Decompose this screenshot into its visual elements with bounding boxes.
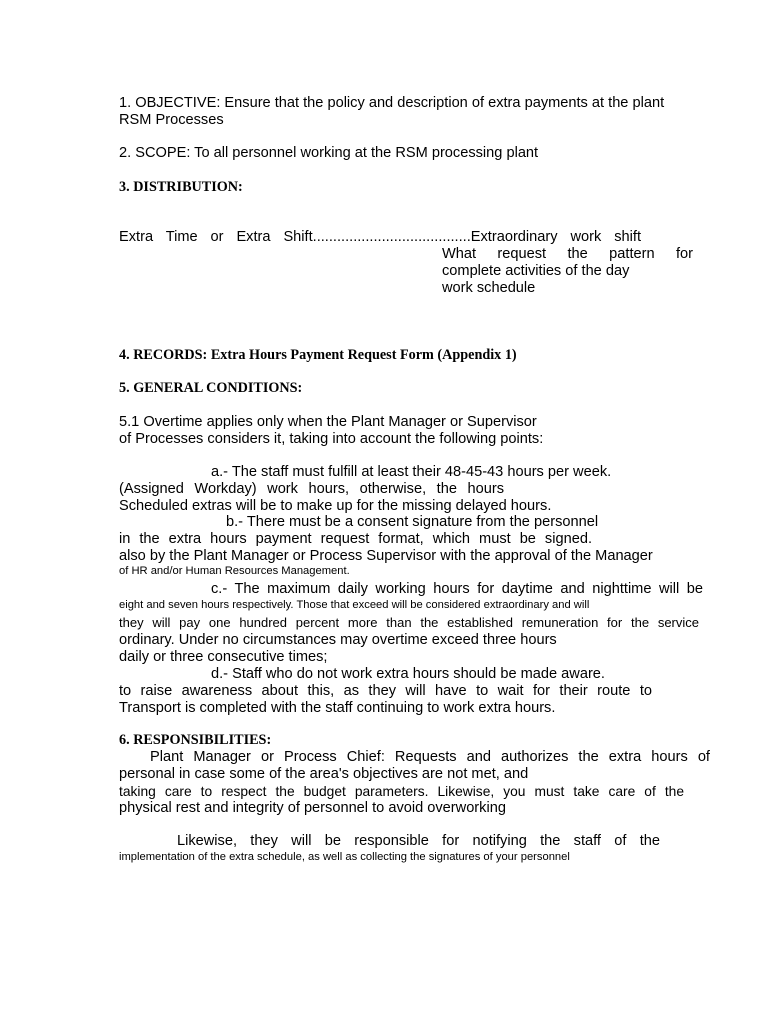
point-b-line-3: also by the Plant Manager or Process Supervisor with the approval of the Manager (119, 548, 653, 564)
condition-5-1-line-1: 5.1 Overtime applies only when the Plant Manager or Supervisor (119, 414, 537, 430)
general-conditions-heading: 5. GENERAL CONDITIONS: (119, 380, 303, 396)
point-d-line-1: d.- Staff who do not work extra hours should be made aware. (211, 666, 605, 682)
records-heading: 4. RECORDS: Extra Hours Payment Request Form (Appendix 1) (119, 347, 517, 363)
point-c-line-1: c.- The maximum daily working hours for daytime and nighttime will be (211, 581, 703, 597)
distribution-definition-3: work schedule (442, 280, 536, 296)
point-b-line-1: b.- There must be a consent signature from the personnel (226, 514, 599, 530)
point-d-line-2: to raise awareness about this, as they will have to wait for their route to (119, 683, 652, 699)
distribution-definition-1: What request the pattern for (442, 246, 693, 262)
point-c-line-4: ordinary. Under no circumstances may overtime exceed three hours (119, 632, 557, 648)
point-b-line-4: of HR and/or Human Resources Management. (119, 565, 350, 577)
responsibilities-line-2: personal in case some of the area's objectives are not met, and (119, 766, 529, 782)
point-d-line-3: Transport is completed with the staff continuing to work extra hours. (119, 700, 556, 716)
point-c-line-5: daily or three consecutive times; (119, 649, 328, 665)
responsibilities-line-4: physical rest and integrity of personnel to avoid overworking (119, 800, 506, 816)
point-a-line-3: Scheduled extras will be to make up for the missing delayed hours. (119, 498, 552, 514)
distribution-heading: 3. DISTRIBUTION: (119, 179, 243, 195)
scope-line: 2. SCOPE: To all personnel working at the RSM processing plant (119, 145, 539, 161)
point-a-line-2: (Assigned Workday) work hours, otherwise, the hours (119, 481, 504, 497)
responsibilities-line-3: taking care to respect the budget parameters. Likewise, you must take care of the (119, 784, 684, 799)
responsibilities-line-5: Likewise, they will be responsible for notifying the staff of the (177, 833, 660, 849)
responsibilities-line-1: Plant Manager or Process Chief: Requests and authorizes the extra hours of (150, 749, 710, 765)
objective-line-2: RSM Processes (119, 112, 224, 128)
responsibilities-line-6: implementation of the extra schedule, as well as collecting the signatures of your personnel (119, 851, 570, 863)
responsibilities-heading: 6. RESPONSIBILITIES: (119, 732, 272, 748)
point-c-line-3: they will pay one hundred percent more than the established remuneration for the service (119, 615, 699, 630)
condition-5-1-line-2: of Processes considers it, taking into account the following points: (119, 431, 544, 447)
distribution-term: Extra Time or Extra Shift.......................................Extraordinary work shift (119, 229, 641, 245)
objective-line-1: 1. OBJECTIVE: Ensure that the policy and description of extra payments at the plant (119, 95, 665, 111)
distribution-definition-2: complete activities of the day (442, 263, 630, 279)
point-a-line-1: a.- The staff must fulfill at least their 48-45-43 hours per week. (211, 464, 612, 480)
point-c-line-2: eight and seven hours respectively. Those that exceed will be considered extraordinary and will (119, 599, 590, 611)
point-b-line-2: in the extra hours payment request format, which must be signed. (119, 531, 592, 547)
